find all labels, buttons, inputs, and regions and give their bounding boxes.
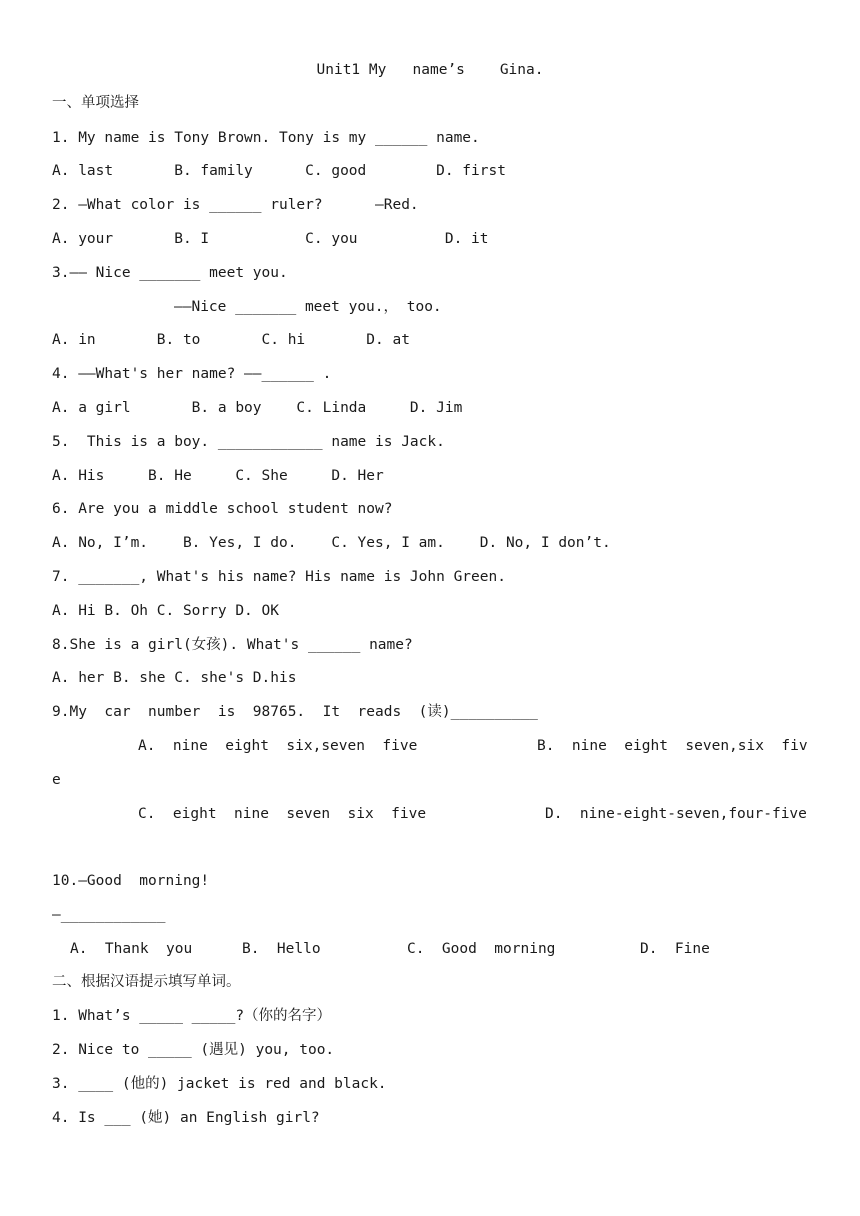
question-options: A. in B. to C. hi D. at [52, 332, 410, 348]
page-title: Unit1 My name’s Gina. [316, 62, 544, 78]
question-options: A. Hi B. Oh C. Sorry D. OK [52, 603, 279, 619]
question-options: A. last B. family C. good D. first [52, 163, 506, 179]
fill-in-item: 3. ____ (他的) jacket is red and black. [52, 1076, 387, 1092]
question-options: A. your B. I C. you D. it [52, 231, 489, 247]
fill-in-item: 2. Nice to _____ (遇见) you, too. [52, 1042, 335, 1058]
question-option: A. nine eight six,seven five [138, 738, 418, 754]
question-stem: 7. _______, What's his name? His name is John Green. [52, 569, 506, 585]
question-stem: 3.—— Nice _______ meet you. [52, 265, 288, 281]
question-stem: 1. My name is Tony Brown. Tony is my ______ name. [52, 130, 480, 146]
question-stem-reply: ——Nice _______ meet you.， too. [174, 299, 442, 315]
question-stem: 5. This is a boy. ____________ name is Jack. [52, 434, 445, 450]
question-options: A. His B. He C. She D. Her [52, 468, 384, 484]
question-stem: 10.—Good morning! [52, 873, 210, 889]
question-option: A. Thank you [70, 941, 193, 957]
question-stem: 6. Are you a middle school student now? [52, 501, 393, 517]
question-stem: 8.She is a girl(女孩). What's ______ name? [52, 637, 413, 653]
question-options: A. a girl B. a boy C. Linda D. Jim [52, 400, 463, 416]
question-stem: 4. ——What's her name? ——______ . [52, 366, 332, 382]
question-option: C. eight nine seven six five [138, 806, 427, 822]
question-stem: 9.My car number is 98765. It reads (读)__________ [52, 704, 538, 720]
question-options: A. her B. she C. she's D.his [52, 670, 297, 686]
fill-in-item: 1. What’s _____ _____?（你的名字） [52, 1008, 332, 1024]
question-option: D. Fine [640, 941, 710, 957]
question-option: D. nine-eight-seven,four-five [545, 806, 807, 822]
question-option: C. Good morning [407, 941, 556, 957]
question-option: B. Hello [242, 941, 321, 957]
question-option: B. nine eight seven,six fiv [537, 738, 808, 754]
section-heading-fill-in: 二、根据汉语提示填写单词。 [52, 974, 241, 990]
question-options: A. No, I’m. B. Yes, I do. C. Yes, I am. D. No, I don’t. [52, 535, 611, 551]
question-option-wrap: e [52, 772, 61, 788]
question-stem: 2. —What color is ______ ruler? —Red. [52, 197, 419, 213]
section-heading-multiple-choice: 一、单项选择 [52, 95, 139, 111]
fill-in-item: 4. Is ___ (她) an English girl? [52, 1110, 320, 1126]
question-stem-answer: —____________ [52, 907, 166, 923]
